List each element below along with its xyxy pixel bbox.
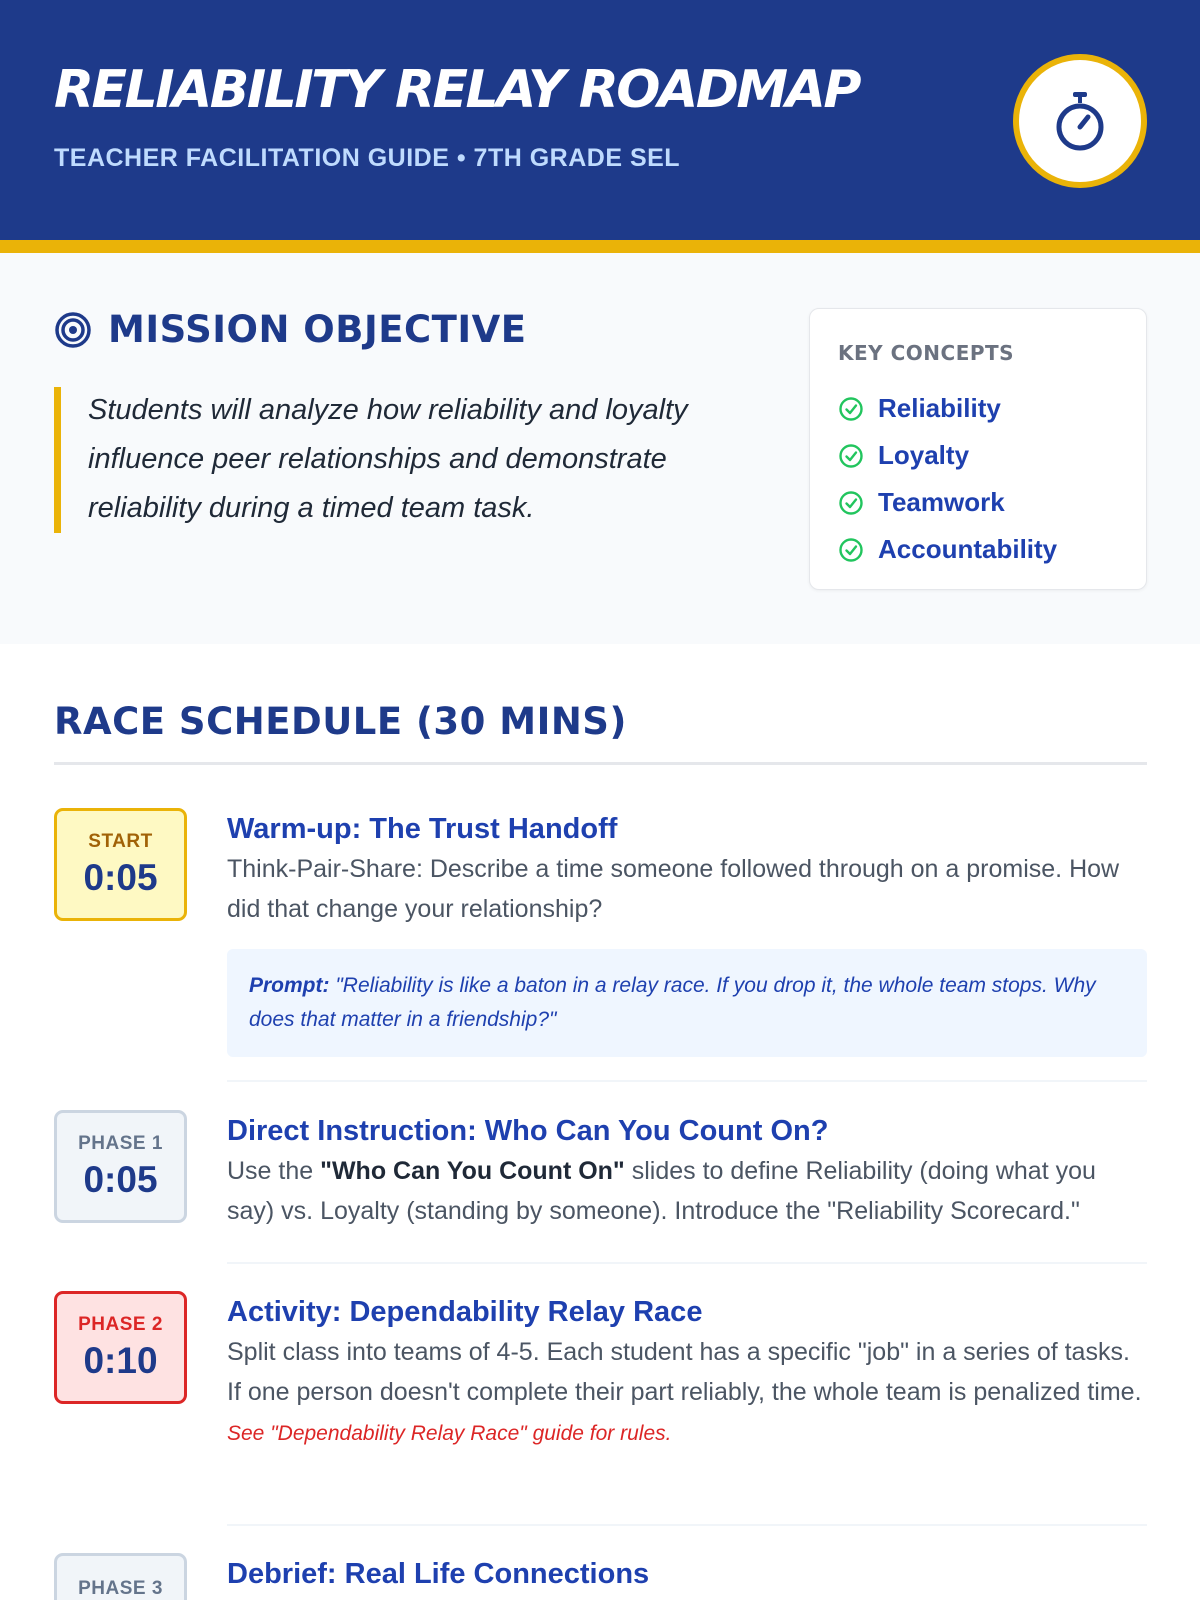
step-divider	[227, 1524, 1147, 1526]
step-title: Debrief: Real Life Connections	[227, 1558, 650, 1590]
mission-objective-text: Students will analyze how reliability and loyalty influence peer relationships and demonstrate reliability during a timed team task.	[88, 394, 688, 524]
mission-heading	[54, 308, 527, 351]
slides-name: "Who Can You Count On"	[320, 1157, 625, 1185]
step-divider	[227, 1262, 1147, 1264]
time-badge-label: PHASE 2	[78, 1313, 163, 1335]
time-badge-label: PHASE 1	[78, 1132, 163, 1154]
desc-text: slides to define Reliability (doing what you say) vs. Loyalty (standing by someone). Introduce the "Reliability Scorecard."	[227, 1157, 1096, 1225]
schedule-divider	[54, 762, 1147, 765]
rules-guide-link[interactable]: See "Dependability Relay Race" guide for rules.	[227, 1422, 672, 1445]
prompt-label: Prompt:	[249, 974, 330, 997]
desc-text: Use the	[227, 1157, 321, 1185]
concept-item	[838, 385, 1057, 432]
target-icon	[54, 311, 92, 349]
quote-accent-bar	[54, 387, 61, 533]
check-circle-icon	[838, 443, 864, 469]
check-circle-icon	[838, 537, 864, 563]
page-title: RELIABILITY RELAY ROADMAP	[54, 60, 859, 120]
concept-item	[838, 526, 1057, 573]
concept-label: Loyalty	[878, 440, 970, 470]
step-divider	[227, 1080, 1147, 1082]
key-concepts-list	[838, 385, 1057, 573]
time-badge-label: PHASE 3	[78, 1578, 163, 1599]
concept-item	[838, 479, 1057, 526]
step-description	[227, 1151, 1147, 1231]
step-description: Split class into teams of 4-5. Each student has a specific "job" in a series of tasks. If one person doesn't complete their part reliably, the whole team is penalized time.	[227, 1338, 1142, 1406]
stopwatch-icon	[1052, 90, 1108, 152]
time-badge-phase-3	[54, 1553, 187, 1600]
concept-label: Reliability	[878, 393, 1001, 423]
check-circle-icon	[838, 396, 864, 422]
concept-item	[838, 432, 1057, 479]
teacher-prompt-box	[227, 949, 1147, 1057]
schedule-title: RACE SCHEDULE (30 MINS)	[54, 700, 627, 743]
time-badge-label: START	[88, 830, 153, 852]
key-concepts-title: KEY CONCEPTS	[838, 341, 1015, 365]
time-badge-value: 0:05	[83, 1158, 158, 1200]
header-accent-stripe	[0, 240, 1200, 253]
page-subtitle: TEACHER FACILITATION GUIDE • 7TH GRADE SEL	[54, 144, 681, 172]
prompt-text: "Reliability is like a baton in a relay race. If you drop it, the whole team stops. Why does that matter in a friendship?"	[249, 974, 1096, 1031]
step-title: Activity: Dependability Relay Race	[227, 1296, 703, 1328]
time-badge-start	[54, 808, 187, 921]
mission-title: MISSION OBJECTIVE	[108, 308, 527, 351]
step-description: Think-Pair-Share: Describe a time someone followed through on a promise. How did that change your relationship?	[227, 855, 1120, 923]
schedule-step-warmup	[227, 811, 1147, 1057]
time-badge-value: 0:10	[83, 1339, 158, 1381]
concept-label: Accountability	[878, 534, 1058, 564]
schedule-step-direct-instruction	[227, 1113, 1147, 1231]
schedule-step-relay-race	[227, 1294, 1147, 1452]
key-concepts-card	[809, 308, 1147, 590]
schedule-step-debrief	[227, 1556, 1147, 1592]
step-title: Warm-up: The Trust Handoff	[227, 813, 618, 845]
concept-label: Teamwork	[878, 487, 1005, 517]
step-title: Direct Instruction: Who Can You Count On?	[227, 1115, 829, 1147]
time-badge-phase-2	[54, 1291, 187, 1404]
header-banner	[0, 0, 1200, 240]
stopwatch-badge	[1013, 54, 1147, 188]
time-badge-phase-1	[54, 1110, 187, 1223]
check-circle-icon	[838, 490, 864, 516]
time-badge-value: 0:05	[83, 856, 158, 898]
